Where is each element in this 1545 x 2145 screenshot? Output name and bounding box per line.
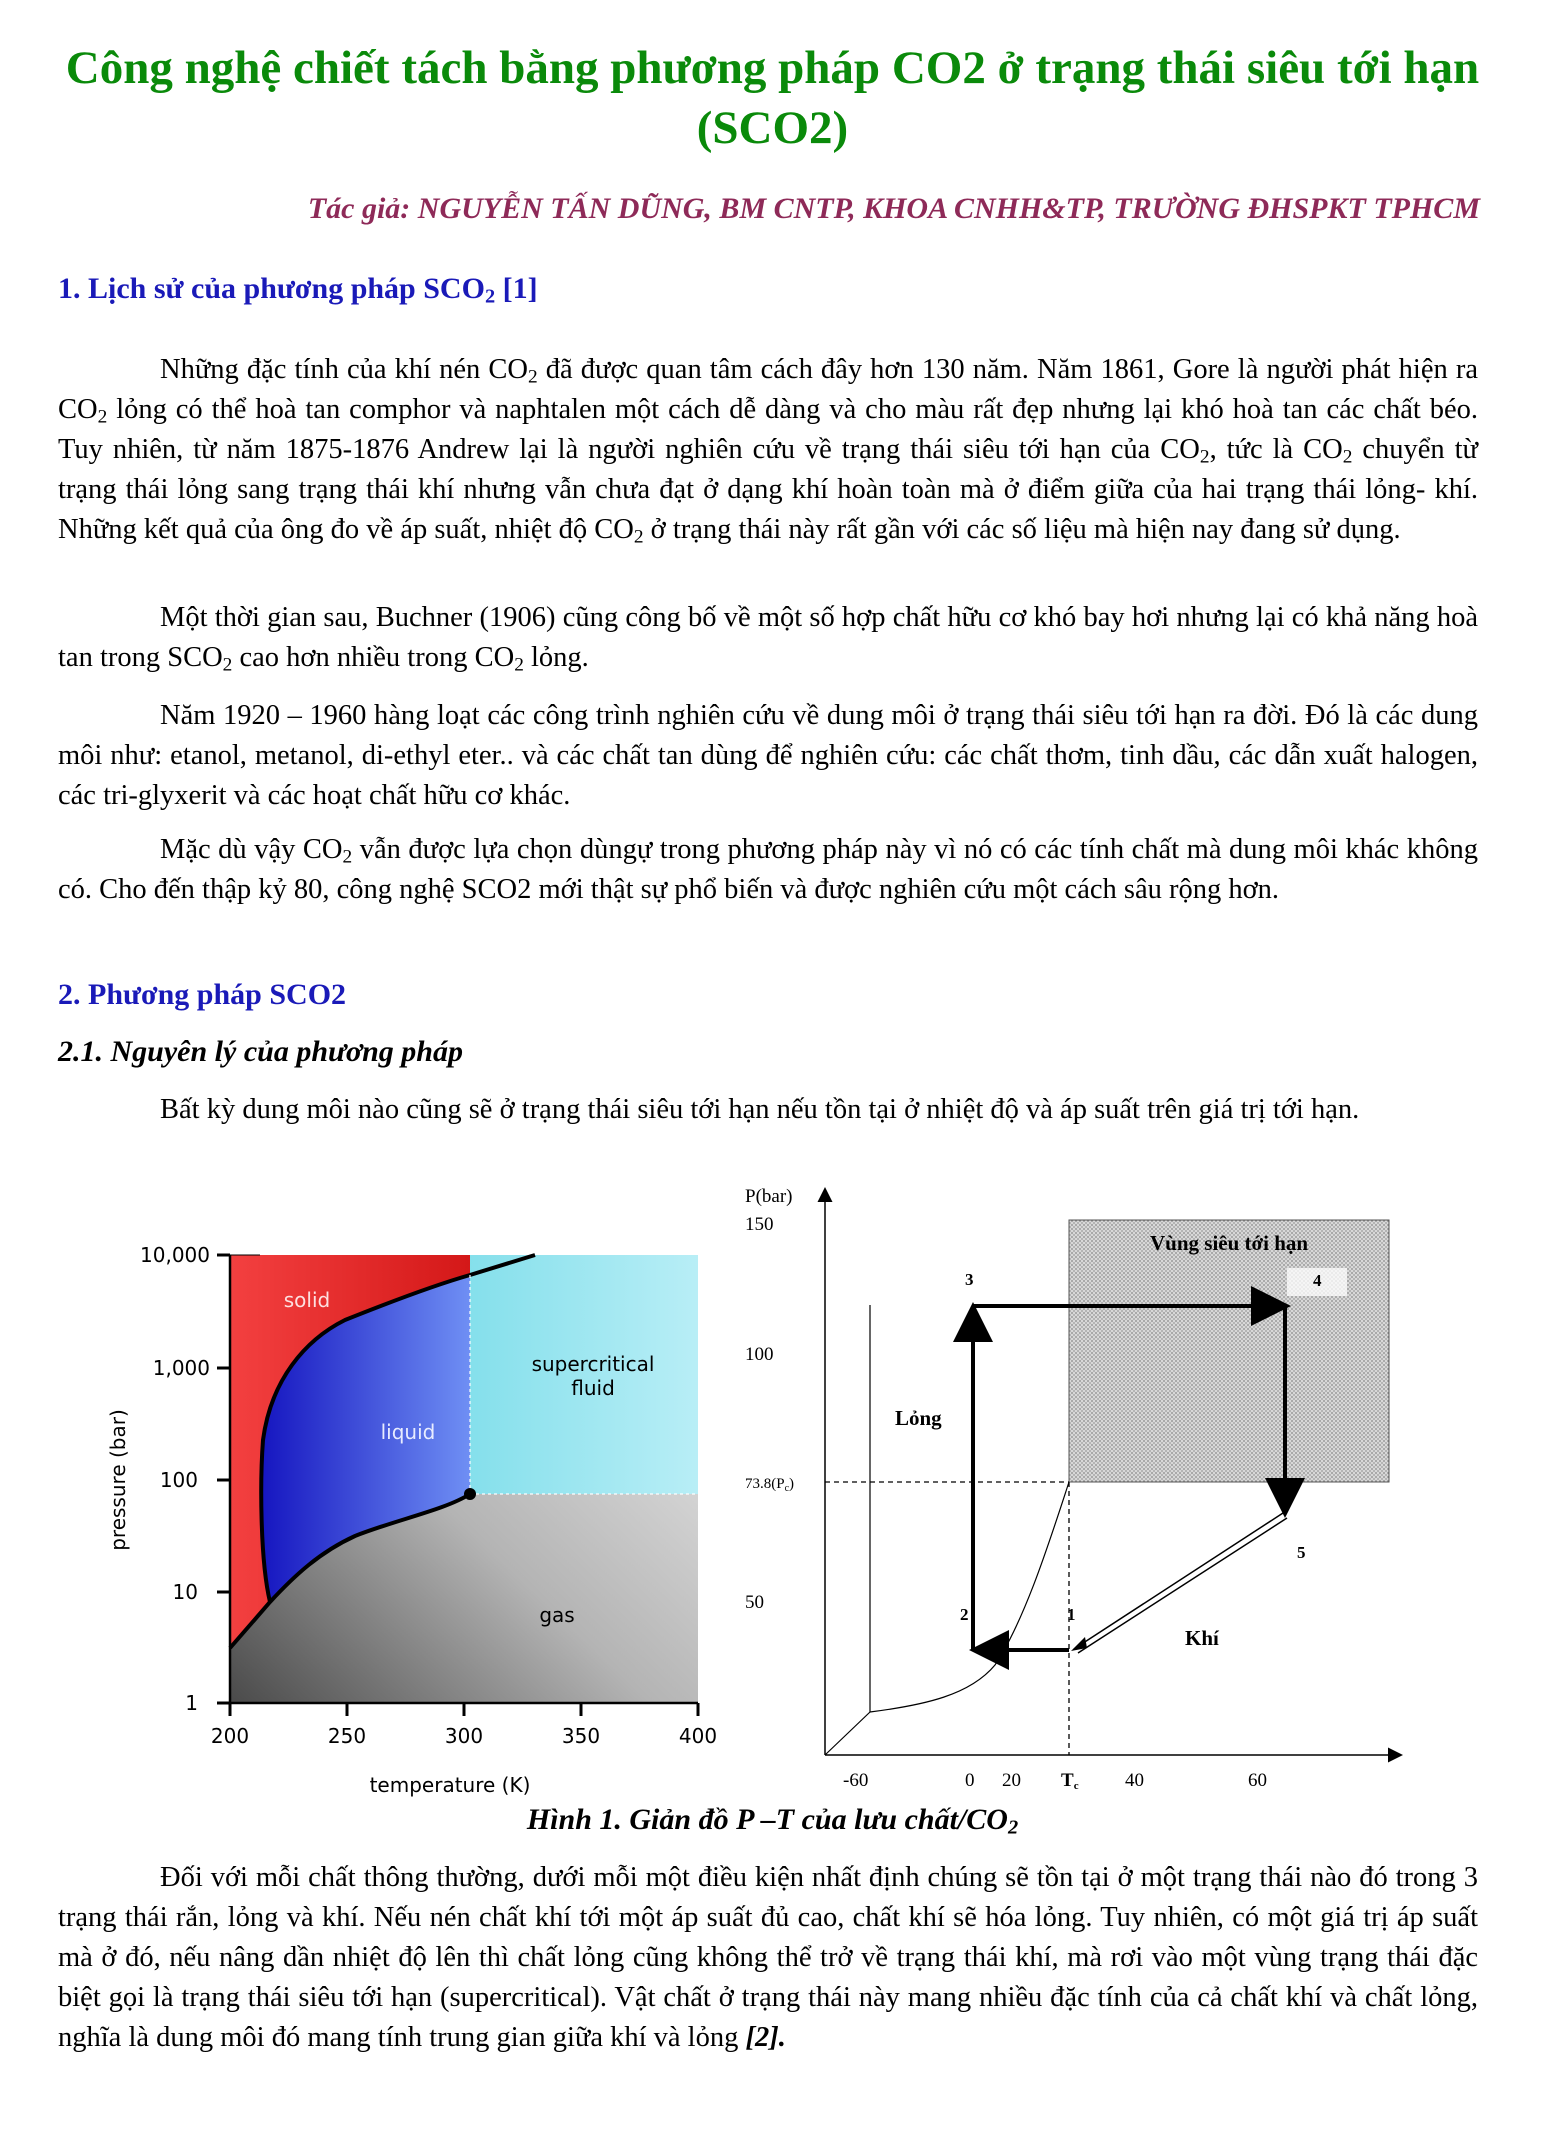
author-line: Tác giả: NGUYỄN TẤN DŨNG, BM CNTP, KHOA CNHH&TP, TRƯỜNG ĐHSPKT TPHCM [307, 192, 1480, 225]
paragraph-4: Mặc dù vậy $CO_2$ vẫn được lựa chọn dùngự trong phương pháp này vì nó có các tính chất mà dung môi khác không có. Cho đến thập kỷ 80, công nghệ SCO2 mới thật sự phổ biến và được nghiên cứu một cách sâu rộng hơn. [58, 834, 1478, 905]
p-tick-label: 150 [745, 1214, 774, 1235]
point-label: 5 [1297, 1543, 1306, 1562]
tc-tick-label: Tc [1061, 1770, 1079, 1792]
vapor-pressure-curve [870, 1482, 1069, 1712]
t-tick-label: 40 [1125, 1770, 1144, 1791]
point-label: 4 [1313, 1271, 1322, 1290]
p-tick-label: 50 [745, 1592, 764, 1613]
section-1-heading: 1. Lịch sử của phương pháp $SCO_2$ [1] [58, 272, 538, 308]
document-title: Công nghệ chiết tách bằng phương pháp CO2 ở trạng thái siêu tới hạn (SCO2) [65, 42, 1480, 154]
p-tick-label: 100 [745, 1344, 774, 1365]
t-tick-label: 20 [1002, 1770, 1021, 1791]
paragraph-3: Năm 1920 – 1960 hàng loạt các công trình nghiên cứu về dung môi ở trạng thái siêu tới hạn ra đời. Đó là các dung môi như: etanol, metanol, di-ethyl eter.. và các chất tan dùng để nghiên cứu: các chất thơm, tinh dầu, các dẫn xuất halogen, các tri-glyxerit và các hoạt chất hữu cơ khác. [58, 700, 1478, 811]
y-tick-label: 10 [172, 1580, 198, 1604]
region-label-fluid: fluid [571, 1376, 615, 1400]
region-label-liquid: liquid [380, 1420, 436, 1444]
y-axis-label: pressure (bar) [106, 1409, 130, 1551]
t-tick-label: -60 [843, 1770, 869, 1791]
x-tick-label: 350 [561, 1724, 601, 1748]
supercritical-zone-label: Vùng siêu tới hạn [1150, 1231, 1309, 1255]
y-tick-label: 1,000 [152, 1356, 210, 1380]
t-tick-label: 0 [965, 1770, 975, 1791]
x-tick-label: 200 [210, 1724, 250, 1748]
x-axis-label: temperature (K) [369, 1773, 531, 1797]
phase-diagram-figure [95, 1230, 735, 1810]
y-tick-label: 1 [185, 1691, 198, 1715]
region-label-supercritical: supercritical [531, 1352, 655, 1376]
section-2-1-heading: 2.1. Nguyên lý của phương pháp [58, 1035, 463, 1068]
critical-point [464, 1488, 476, 1500]
x-tick-label: 400 [678, 1724, 718, 1748]
paragraph-1: Những đặc tính của khí nén $CO_2$ đã được quan tâm cách đây hơn 130 năm. Năm 1861, Gore là người phát hiện ra $CO_2$ lỏng có thể hoà tan comphor và naphtalen một cách dễ dàng và cho màu rất đẹp nhưng lại khó hoà tan các chất béo. Tuy nhiên, từ năm 1875-1876 Andrew lại là người nghiên cứu về trạng thái siêu tới hạn của $CO_2$, tức là $CO_2$ chuyển từ trạng thái lỏng sang trạng thái khí nhưng vẫn chưa đạt ở dạng khí hoàn toàn mà ở điểm giữa của hai trạng thái lỏng- khí. Những kết quả của ông đo về áp suất, nhiệt độ $CO_2$ ở trạng thái này rất gần với các số liệu mà hiện nay đang sử dụng. [58, 354, 1478, 548]
p-axis-label: P(bar) [745, 1186, 793, 1207]
section-2-heading: 2. Phương pháp SCO2 [58, 978, 347, 1011]
point-label: 1 [1067, 1605, 1076, 1624]
pc-tick-label: $73.8(P_c)$ [745, 1476, 795, 1494]
paragraph-6: Đối với mỗi chất thông thường, dưới mỗi một điều kiện nhất định chúng sẽ tồn tại ở một trạng thái nào đó trong 3 trạng thái rắn, lỏng và khí. Nếu nén chất khí tới một áp suất đủ cao, chất khí sẽ hóa lỏng. Tuy nhiên, có một giá trị áp suất mà ở đó, nếu nâng dần nhiệt độ lên thì chất lỏng cũng không thể trở về trạng thái khí, mà rơi vào một vùng trạng thái đặc biệt gọi là trạng thái siêu tới hạn (supercritical). Vật chất ở trạng thái này mang nhiều đặc tính của cả chất khí và chất lỏng, nghĩa là dung môi đó mang tính trung gian giữa khí và lỏng [2]. [58, 1862, 1478, 2053]
point-label: 2 [960, 1605, 969, 1624]
liquid-label: Lỏng [895, 1406, 942, 1430]
x-tick-label: 300 [444, 1724, 484, 1748]
gas-label: Khí [1185, 1626, 1219, 1650]
region-label-gas: gas [539, 1603, 575, 1627]
paragraph-2: Một thời gian sau, Buchner (1906) cũng công bố về một số hợp chất hữu cơ khó bay hơi nhưng lại có khả năng hoà tan trong $SCO_2$ cao hơn nhiều trong $CO_2$ lỏng. [58, 602, 1478, 676]
x-tick-label: 250 [327, 1724, 367, 1748]
y-tick-label: 10,000 [140, 1243, 210, 1267]
t-tick-label: 60 [1248, 1770, 1267, 1791]
paragraph-5: Bất kỳ dung môi nào cũng sẽ ở trạng thái siêu tới hạn nếu tồn tại ở nhiệt độ và áp suất trên giá trị tới hạn. [160, 1094, 1360, 1125]
co2-process-diagram [735, 1180, 1415, 1800]
figure-caption: Hình 1. Giản đồ P –T của lưu chất/$CO_2$ [526, 1803, 1019, 1839]
point-label: 3 [965, 1270, 974, 1289]
y-tick-label: 100 [159, 1468, 198, 1492]
supercritical-zone [1069, 1220, 1389, 1482]
region-label-solid: solid [283, 1288, 331, 1312]
